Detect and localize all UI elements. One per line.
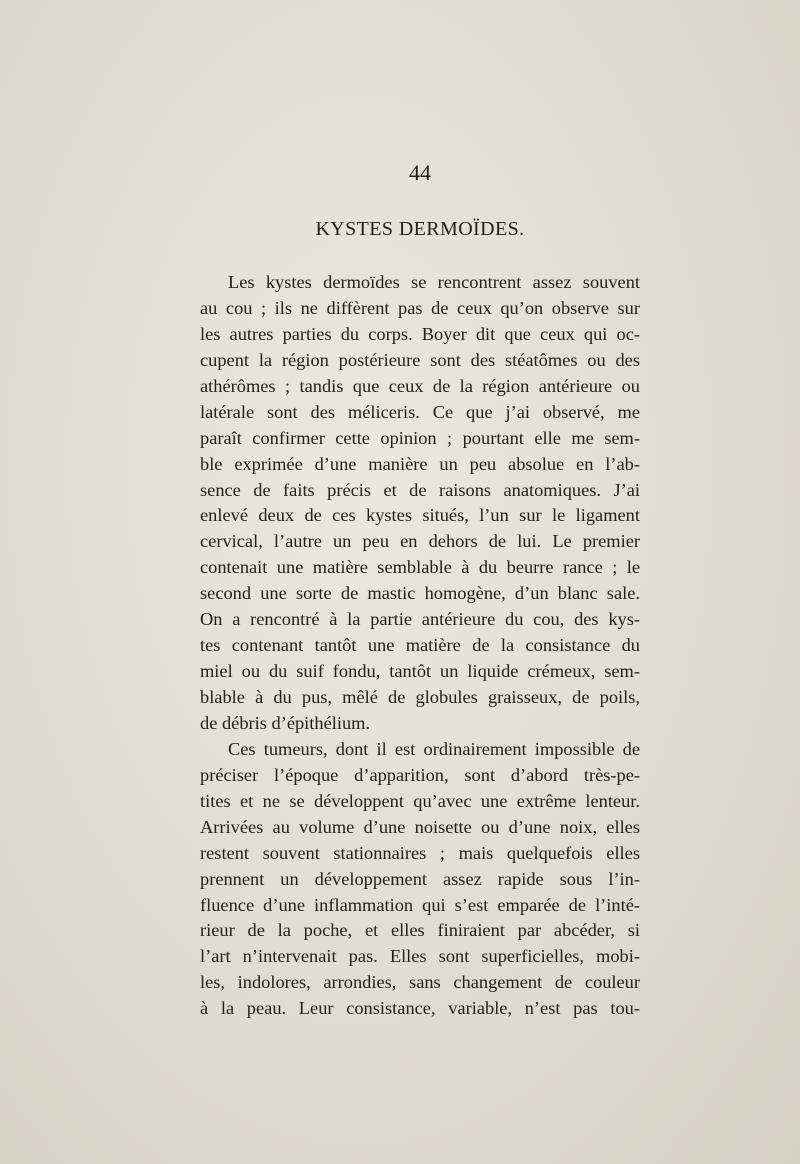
text-line: cervical, l’autre un peu en dehors de lui. Le premier (200, 531, 640, 552)
text-line: latérale sont des méliceris. Ce que j’ai observé, me (200, 401, 640, 422)
section-heading: KYSTES DERMOÏDES. (315, 218, 525, 240)
text-line: second une sorte de mastic homogène, d’un blanc sale. (200, 583, 640, 604)
text-line: l’art n’intervenait pas. Elles sont superficielles, mobi- (200, 946, 640, 967)
text-line: Arrivées au volume d’une noisette ou d’une noix, elles (200, 816, 640, 837)
text-line: fluence d’une inflammation qui s’est emparée de l’inté- (200, 894, 640, 915)
text-line: blable à du pus, mêlé de globules graisseux, de poils, (200, 687, 640, 707)
text-line: prennent un développement assez rapide sous l’in- (200, 868, 640, 889)
text-line: athérômes ; tandis que ceux de la région antérieure ou (200, 375, 640, 396)
text-line: tes contenant tantôt une matière de la consistance du (200, 635, 640, 656)
text-line: miel ou du suif fondu, tantôt un liquide crémeux, sem- (200, 661, 640, 682)
text-line: préciser l’époque d’apparition, sont d’abord très-pe- (200, 764, 640, 785)
text-line: au cou ; ils ne diffèrent pas de ceux qu’on observe sur (200, 297, 640, 318)
text-line: de débris d’épithélium. (200, 712, 371, 733)
text-line: à la peau. Leur consistance, variable, n’est pas tou- (200, 998, 640, 1019)
text-line: contenait une matière semblable à du beurre rance ; le (200, 557, 640, 578)
text-line: ble exprimée d’une manière un peu absolue en l’ab- (200, 453, 640, 474)
text-line: les, indolores, arrondies, sans changement de couleur (200, 972, 640, 993)
page-number: 44 (409, 160, 431, 185)
text-line: Les kystes dermoïdes se rencontrent assez souvent (228, 272, 640, 292)
text-line: les autres parties du corps. Boyer dit que ceux qui oc- (200, 323, 640, 344)
text-line: tites et ne se développent qu’avec une extrême lenteur. (200, 790, 640, 811)
text-line: cupent la région postérieure sont des stéatômes ou des (200, 349, 640, 370)
text-line: paraît confirmer cette opinion ; pourtant elle me sem- (200, 427, 640, 448)
body-text (200, 270, 640, 1022)
text-line: Ces tumeurs, dont il est ordinairement impossible de (228, 738, 640, 759)
text-line: On a rencontré à la partie antérieure du cou, des kys- (200, 609, 640, 630)
text-line: restent souvent stationnaires ; mais quelquefois elles (200, 842, 640, 863)
text-line: rieur de la poche, et elles finiraient par abcéder, si (200, 920, 640, 941)
text-line: sence de faits précis et de raisons anatomiques. J’ai (200, 479, 640, 500)
text-line: enlevé deux de ces kystes situés, l’un sur le ligament (200, 505, 640, 526)
